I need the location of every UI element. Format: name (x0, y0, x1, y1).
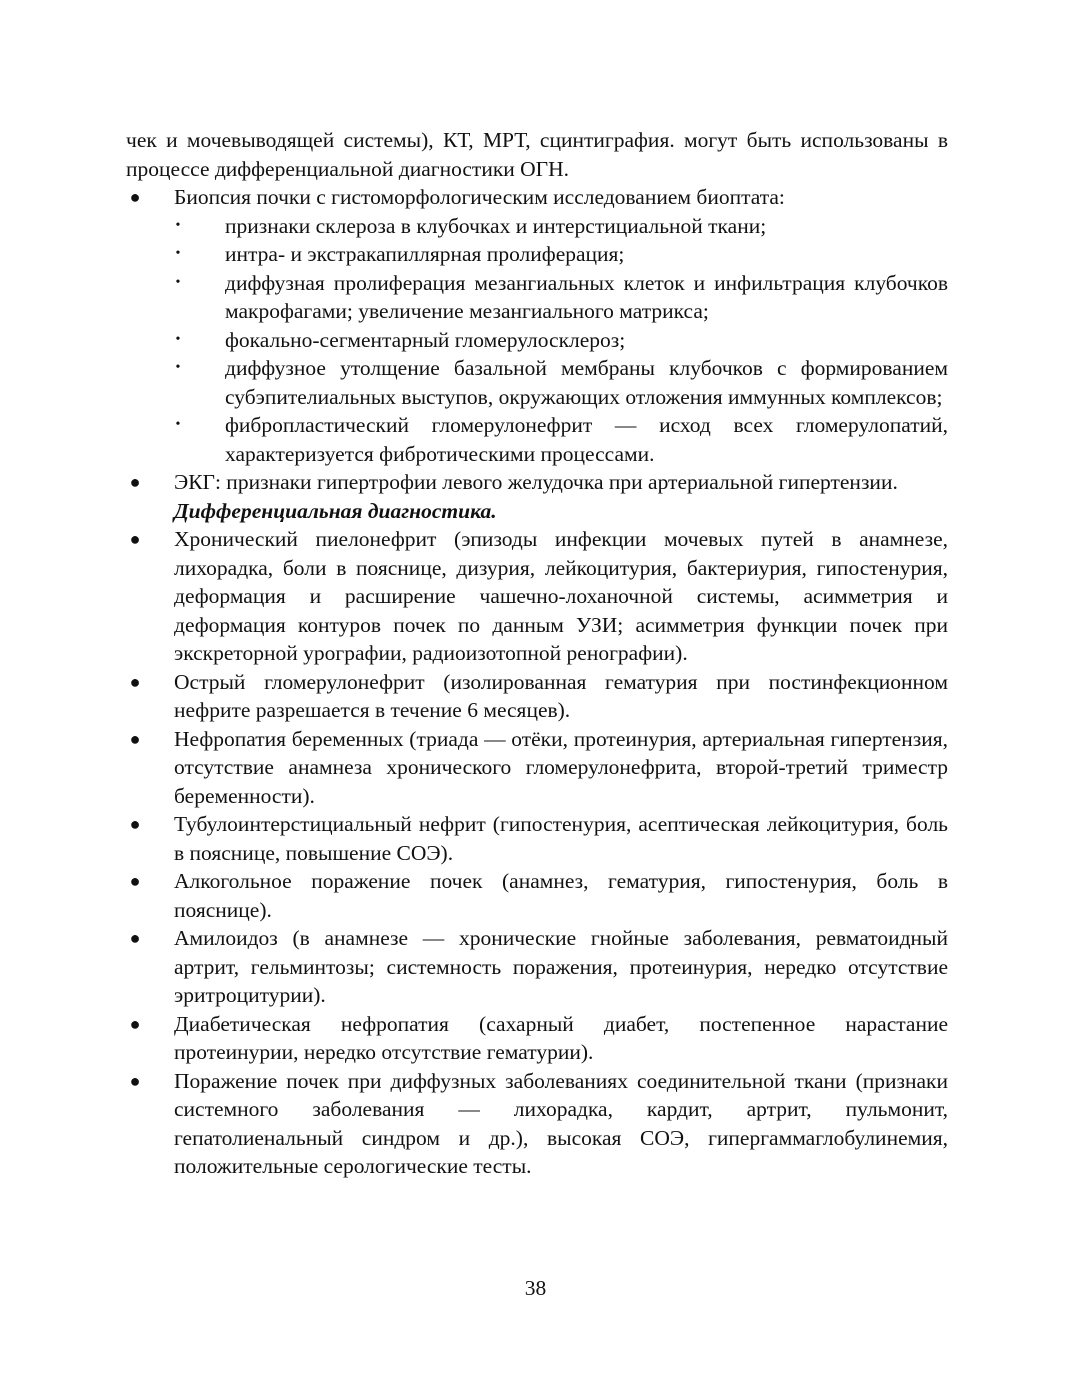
sub-list-item (126, 354, 948, 411)
sub-bullet-icon: • (175, 274, 181, 290)
diff-item-text: Амилоидоз (в анамнезе — хронические гнойные заболевания, ревматоидный артрит, гельминтозы; системность поражения, протеинурия, нередко отсутствие эритроцитурии). (174, 926, 948, 1007)
sub-list-text: фибропластический гломерулонефрит — исход всех гломерулопатий, характеризуется фибротическими процессами. (225, 413, 948, 466)
bullet-icon: ● (129, 928, 141, 948)
bullet-icon: ● (129, 529, 141, 549)
bullet-icon: ● (129, 1013, 141, 1034)
diff-list-item (126, 1067, 948, 1181)
sub-list-text: диффузная пролиферация мезангиальных клеток и инфильтрация клубочков макрофагами; увеличение мезангиального матрикса; (225, 270, 948, 323)
diff-item-text: Тубулоинтерстициальный нефрит (гипостенурия, асептическая лейкоцитурия, боль в пояснице, повышение СОЭ). (174, 812, 948, 865)
diff-item-text: Алкогольное поражение почек (анамнез, гематурия, гипостенурия, боль в пояснице). (174, 869, 948, 922)
diff-list-item (126, 810, 948, 867)
intro-paragraph: чек и мочевыводящей системы), КТ, МРТ, сцинтиграфия. могут быть использованы в процессе дифференциальной диагностики ОГН. (126, 128, 948, 181)
diff-item-text: Поражение почек при диффузных заболеваниях соединительной ткани (признаки системного заболевания — лихорадка, кардит, артрит, пульмонит, гепатолиенальный синдром и др.), высокая СОЭ, гипергаммаглобулинемия, положительные серологические тесты. (174, 1068, 948, 1178)
sub-bullet-icon: • (175, 417, 181, 432)
diff-item-text: Диабетическая нефропатия (сахарный диабет, постепенное нарастание протеинурии, нередко отсутствие гематурии). (174, 1011, 948, 1064)
bullet-icon: ● (129, 187, 141, 207)
diff-item-text: Хронический пиелонефрит (эпизоды инфекции мочевых путей в анамнезе, лихорадка, боли в пояснице, дизурия, лейкоцитурия, бактериурия, гипостенурия, деформация и расширение чашечно-лоханочной системы, асимметрия и деформация контуров почек по данным УЗИ; асимметрия функции почек при экскреторной урографии, радиоизотопной ренографии). (174, 527, 948, 665)
diff-item-text: Острый гломерулонефрит (изолированная гематурия при постинфекционном нефрите разрешается в течение 6 месяцев). (174, 669, 948, 722)
diff-list-item (126, 668, 948, 725)
sub-bullet-icon: • (175, 246, 181, 261)
list-item-ecg (126, 468, 948, 497)
sub-list-text: признаки склероза в клубочках и интерстициальной ткани; (225, 213, 767, 238)
ecg-text: ЭКГ: признаки гипертрофии левого желудочка при артериальной гипертензии. (174, 470, 898, 494)
diff-list-item (126, 525, 948, 668)
sub-list-item (126, 240, 948, 269)
sub-bullet-icon: • (175, 360, 181, 375)
bullet-icon: ● (129, 728, 141, 749)
sub-list-item (126, 326, 948, 355)
bullet-icon: ● (129, 671, 141, 692)
biopsy-text: Биопсия почки с гистоморфологическим исследованием биоптата: (174, 185, 785, 209)
section-heading: Дифференциальная диагностика. (174, 498, 497, 523)
sub-bullet-icon: • (175, 331, 181, 347)
diff-item-text: Нефропатия беременных (триада — отёки, протеинурия, артериальная гипертензия, отсутствие анамнеза хронического гломерулонефрита, второй-третий триместр беременности). (174, 726, 948, 808)
page-body (126, 126, 948, 1181)
bullet-icon: ● (129, 1070, 141, 1091)
sub-bullet-icon: • (175, 217, 181, 233)
sub-list-text: интра- и экстракапиллярная пролиферация; (225, 242, 625, 266)
bullet-icon: ● (129, 814, 141, 834)
sub-list-item (126, 411, 948, 468)
diff-list-item (126, 924, 948, 1010)
bullet-icon: ● (129, 871, 141, 891)
list-item-biopsy (126, 183, 948, 212)
bullet-icon: ● (129, 472, 141, 492)
diff-list-item (126, 725, 948, 811)
diff-list-item (126, 867, 948, 924)
sub-list-text: фокально-сегментарный гломерулосклероз; (225, 327, 626, 352)
sub-list-item (126, 269, 948, 326)
diff-list-item (126, 1010, 948, 1067)
page-number: 38 (524, 1276, 547, 1300)
sub-list-item (126, 212, 948, 241)
sub-list-text: диффузное утолщение базальной мембраны клубочков с формированием субэпителиальных выступов, окружающих отложения иммунных комплексов; (225, 356, 948, 409)
